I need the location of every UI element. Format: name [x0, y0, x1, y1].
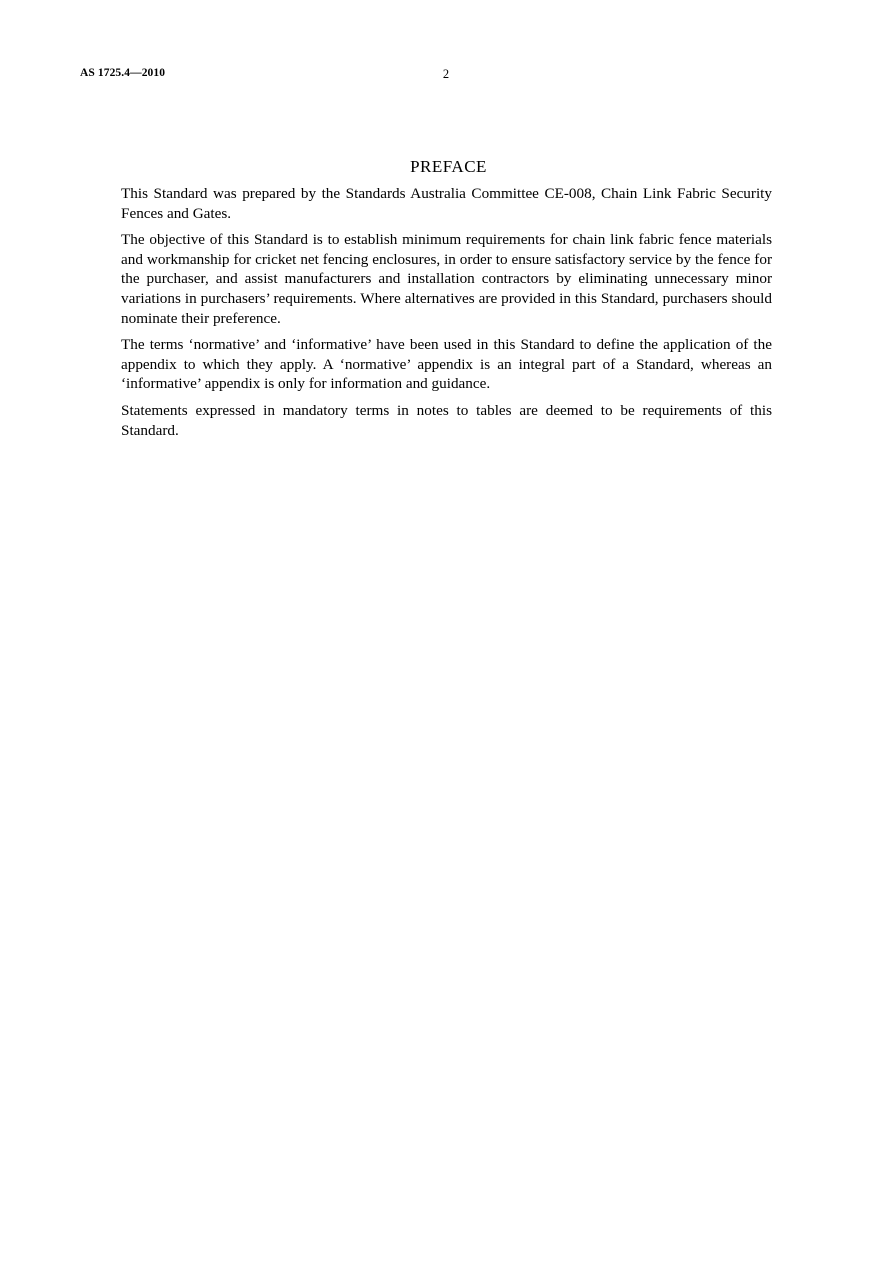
preface-paragraph: The terms ‘normative’ and ‘informative’ have been used in this Standard to define the application of the appendix to which they apply. A ‘normative’ appendix is an integral part of a Standard, whereas an ‘informative’ appendix is only for information and guidance. — [121, 336, 772, 393]
preface-paragraph: This Standard was prepared by the Standards Australia Committee CE-008, Chain Link Fabric Security Fences and Gates. — [121, 185, 772, 222]
preface-section — [121, 156, 772, 447]
preface-paragraph: Statements expressed in mandatory terms in notes to tables are deemed to be requirements of this Standard. — [121, 401, 772, 439]
preface-title: PREFACE — [410, 157, 487, 176]
standard-identifier: AS 1725.4—2010 — [80, 67, 166, 79]
page-number: 2 — [442, 67, 450, 81]
preface-paragraph: The objective of this Standard is to establish minimum requirements for chain link fabric fence materials and workmanship for cricket net fencing enclosures, in order to ensure satisfactory service by the fence for the purchaser, and assist manufacturers and installation contractors by eliminating unnecessary minor variations in purchasers’ requirements. Where alternatives are provided in this Standard, purchasers should nominate their preference. — [121, 231, 772, 327]
